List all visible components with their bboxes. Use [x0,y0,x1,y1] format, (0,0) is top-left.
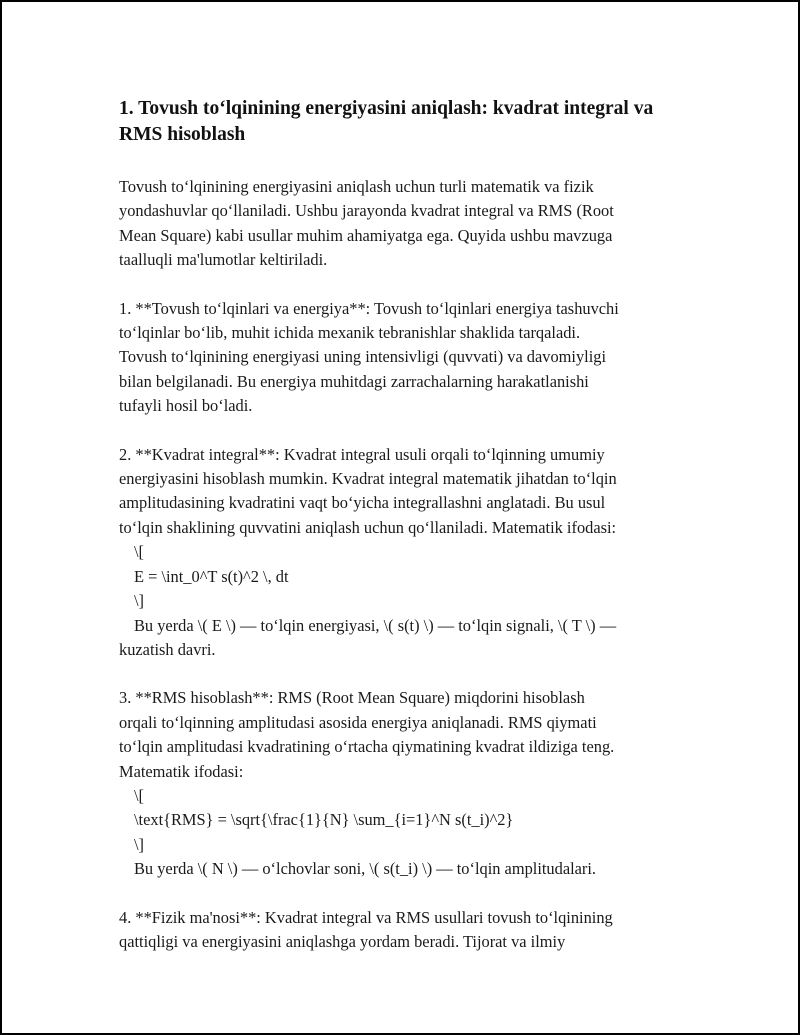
formula-line: \] [134,834,145,854]
text-line: qattiqligi va energiyasini aniqlashga yordam beradi. Tijorat va ilmiy [119,931,566,951]
section-2-paragraph [119,443,694,663]
section-3-paragraph [119,686,694,881]
text-line: orqali to‘lqinning amplitudasi asosida energiya aniqlanadi. RMS qiymati [119,712,597,732]
text-line: energiyasini hisoblash mumkin. Kvadrat integral matematik jihatdan to‘lqin [119,469,617,489]
document-title: 1. Tovush to‘lqinining energiyasini aniqlash: kvadrat integral va RMS hisoblash [119,98,654,145]
formula-line: \[ [134,785,145,805]
formula-explanation-line: Bu yerda \( N \) — o‘lchovlar soni, \( s(t_i) \) — to‘lqin amplitudalari. [134,859,597,879]
text-line: 1. **Tovush to‘lqinlari va energiya**: Tovush to‘lqinlari energiya tashuvchi [119,298,619,318]
text-line: tufayli hosil bo‘ladi. [119,396,253,416]
formula-line: \[ [134,542,145,562]
text-line: Mean Square) kabi usullar muhim ahamiyatga ega. Quyida ushbu mavzuga [119,225,613,245]
text-line: 2. **Kvadrat integral**: Kvadrat integral usuli orqali to‘lqinning umumiy [119,444,605,464]
text-line: to‘lqin amplitudasi kvadratining o‘rtacha qiymatining kvadrat ildiziga teng. [119,737,615,757]
section-1-paragraph [119,297,694,419]
section-4-paragraph [119,906,694,955]
text-line: Matematik ifodasi: [119,761,244,781]
formula-line: \] [134,591,145,611]
text-line: 3. **RMS hisoblash**: RMS (Root Mean Square) miqdorini hisoblash [119,688,585,708]
text-line: kuzatish davri. [119,639,216,659]
formula-explanation-line: Bu yerda \( E \) — to‘lqin energiyasi, \( s(t) \) — to‘lqin signali, \( T \) — [134,615,617,635]
text-line: 4. **Fizik ma'nosi**: Kvadrat integral va RMS usullari tovush to‘lqinining [119,907,613,927]
formula-line: \text{RMS} = \sqrt{\frac{1}{N} \sum_{i=1}^N s(t_i)^2} [134,810,514,830]
intro-paragraph [119,175,694,273]
text-line: Tovush to‘lqinining energiyasini aniqlash uchun turli matematik va fizik [119,177,594,196]
text-line: to‘lqin shaklining quvvatini aniqlash uchun qo‘llaniladi. Matematik ifodasi: [119,517,617,537]
text-line: amplitudasining kvadratini vaqt bo‘yicha integrallashni anglatadi. Bu usul [119,493,606,513]
document-content [119,96,694,978]
text-line: taalluqli ma'lumotlar keltiriladi. [119,250,328,270]
text-line: Tovush to‘lqinining energiyasi uning intensivligi (quvvati) va davomiyligi [119,347,607,367]
formula-line: E = \int_0^T s(t)^2 \, dt [134,566,289,586]
text-line: bilan belgilanadi. Bu energiya muhitdagi zarrachalarning harakatlanishi [119,371,589,391]
text-line: to‘lqinlar bo‘lib, muhit ichida mexanik tebranishlar shaklida tarqaladi. [119,323,581,343]
text-line: yondashuvlar qo‘llaniladi. Ushbu jarayonda kvadrat integral va RMS (Root [119,201,614,221]
